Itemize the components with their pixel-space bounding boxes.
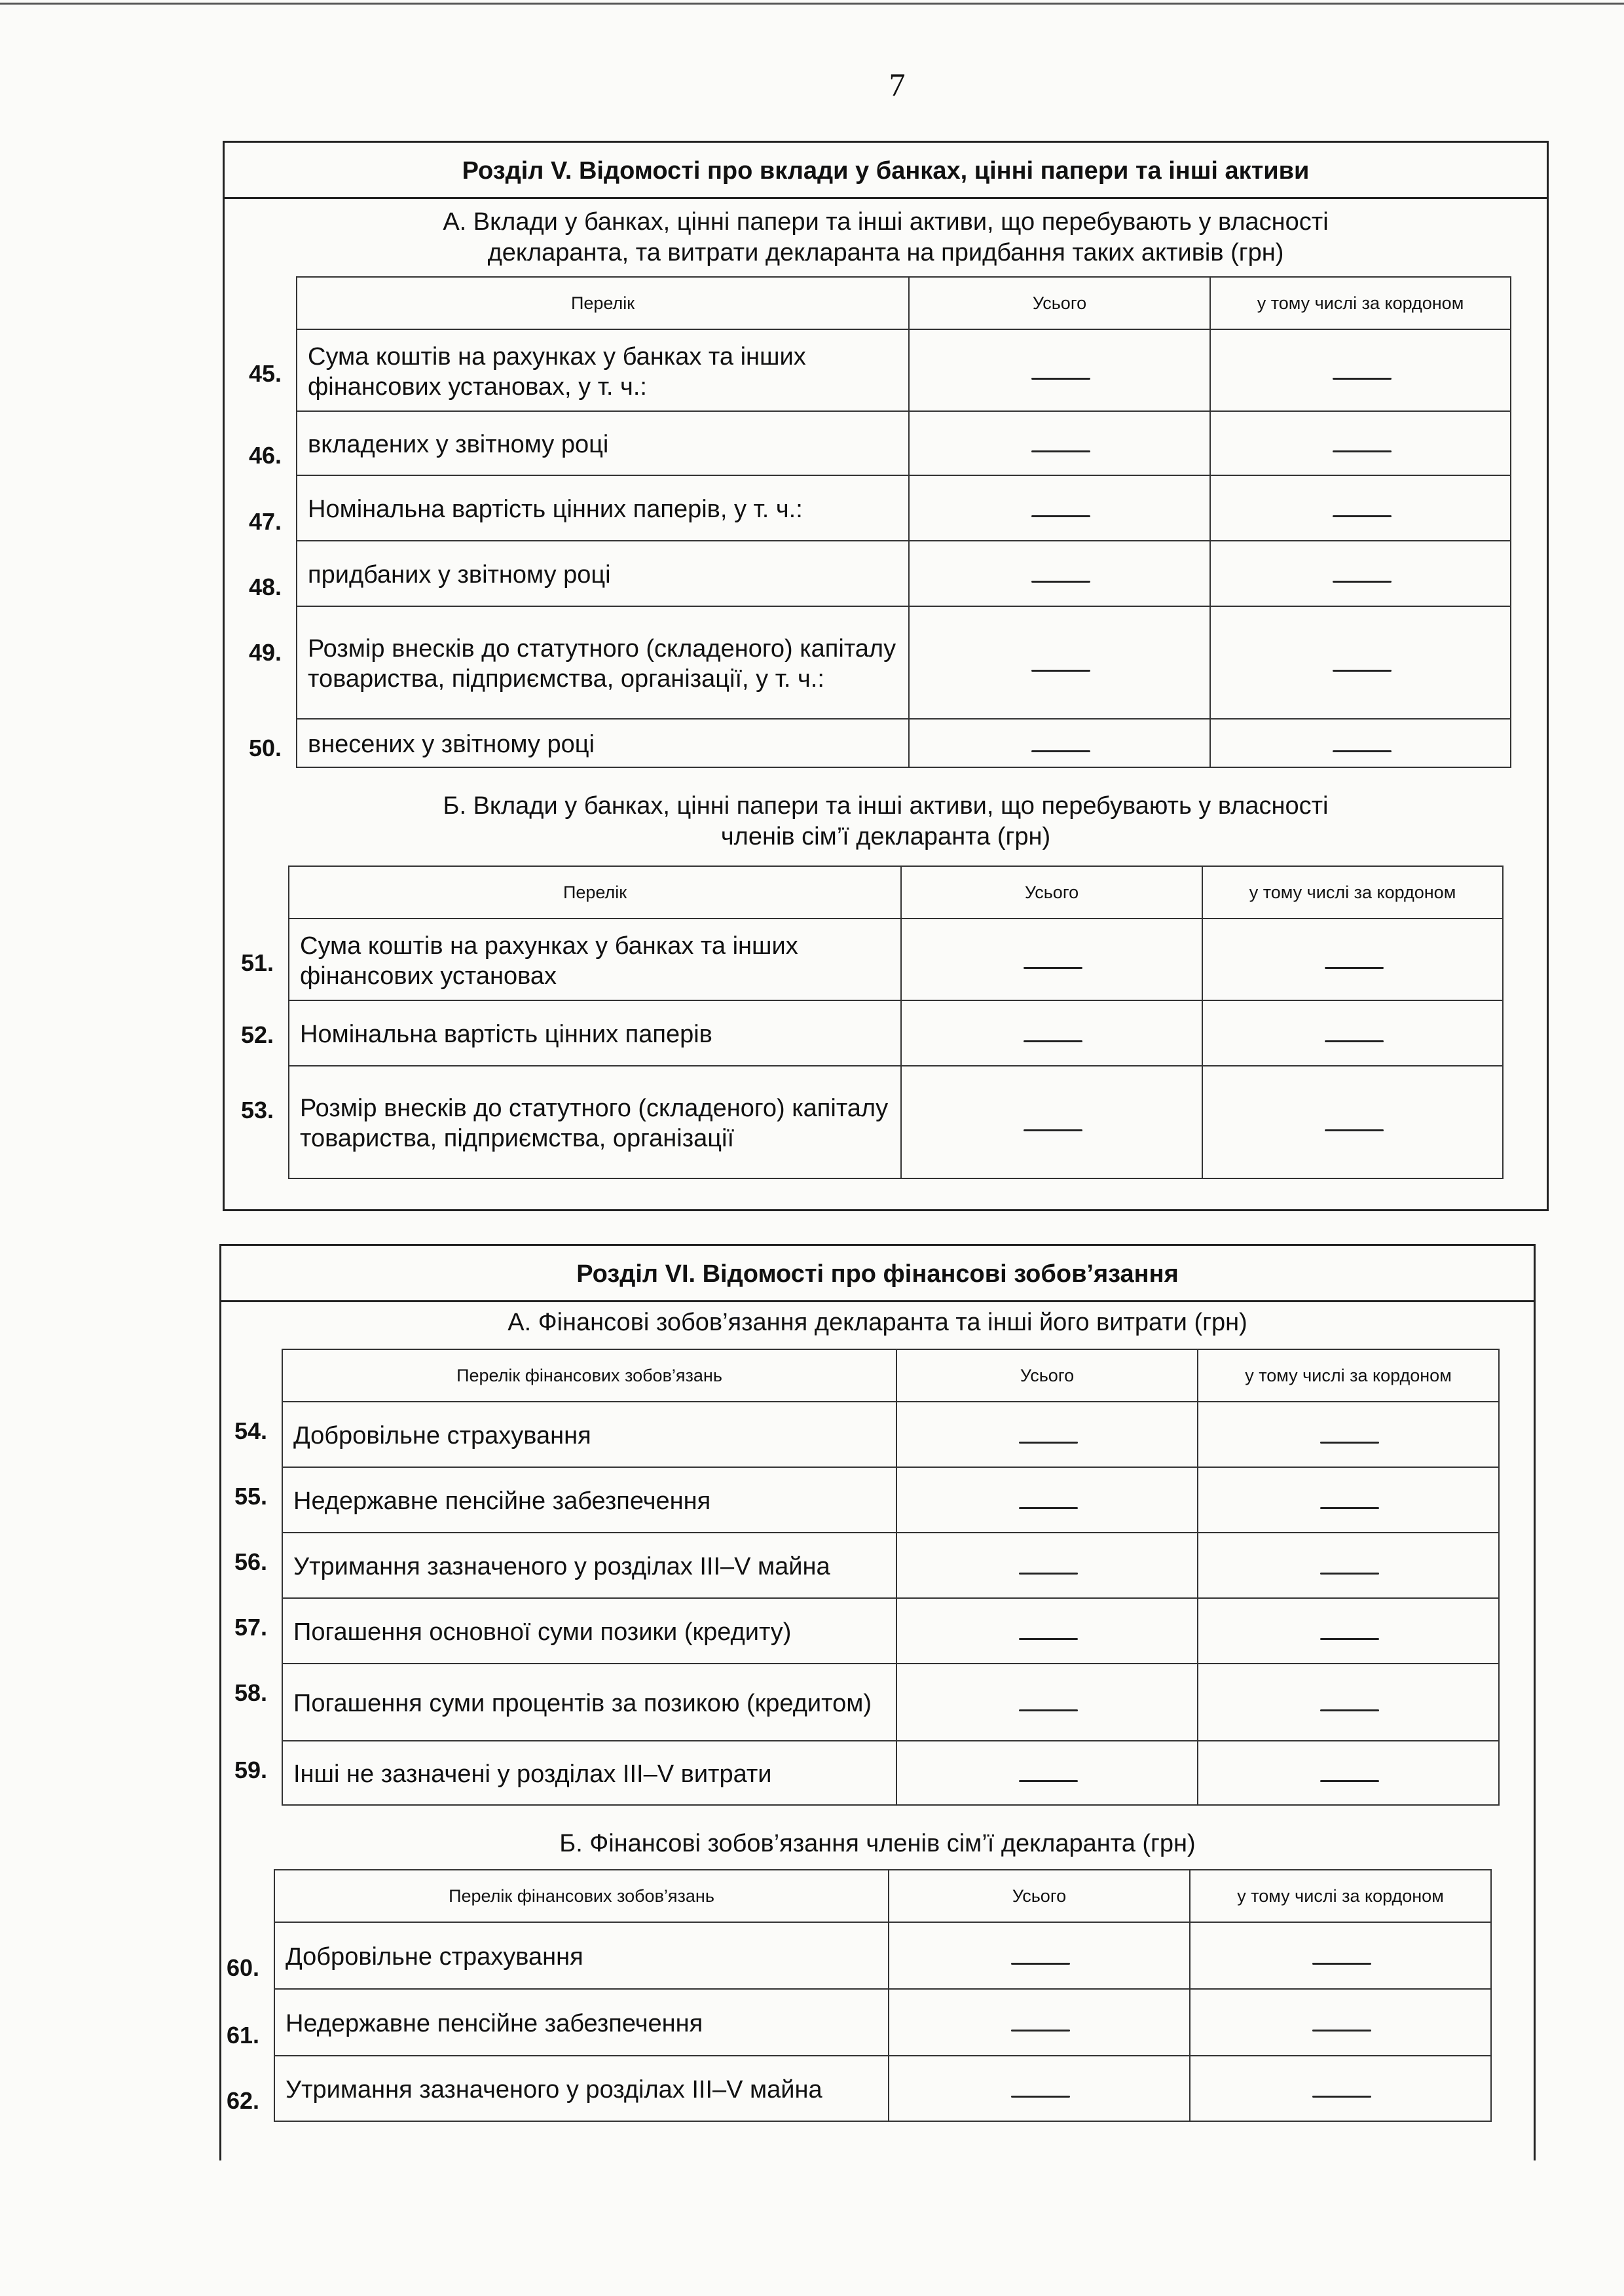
row-number: 51.: [240, 949, 274, 976]
section-5b-title-line1: Б. Вклади у банках, цінні папери та інші активи, що перебувають у власності: [443, 792, 1329, 820]
section-6b-title: Б. Фінансові зобов’язання членів сім’ї декларанта (грн): [559, 1830, 1196, 1857]
scan-top-edge: [0, 3, 1624, 5]
dash-mark: [1024, 1129, 1082, 1131]
row-abroad: [1198, 1402, 1499, 1467]
row-number: 61.: [226, 2022, 259, 2049]
table-5b: [288, 866, 1504, 1179]
row-text: Погашення основної суми позики (кредиту): [282, 1598, 896, 1664]
table-row: [282, 1664, 1499, 1741]
dash-mark: [1312, 1963, 1371, 1965]
table-row: [289, 1066, 1503, 1178]
table-row: [297, 329, 1511, 411]
row-abroad: [1210, 541, 1511, 606]
row-text: Недержавне пенсійне забезпечення: [282, 1467, 896, 1533]
dash-values: [0, 0, 1, 1]
row-abroad: [1198, 1467, 1499, 1533]
row-text: внесених у звітному році: [297, 719, 909, 767]
table-row: [297, 475, 1511, 541]
row-text: Утримання зазначеного у розділах III–V майна: [274, 2056, 889, 2121]
row-number: 54.: [234, 1417, 267, 1444]
dash-mark: [1031, 378, 1090, 380]
table-header: [289, 866, 1503, 919]
dash-mark: [1333, 581, 1392, 583]
table-5a: [296, 276, 1511, 768]
dash-mark: [1320, 1442, 1379, 1444]
row-total: [896, 1402, 1198, 1467]
dash-mark: [1333, 450, 1392, 452]
header-total: Усього: [901, 866, 1202, 919]
value: [0, 0, 1, 1]
section-5a-title: [225, 207, 1547, 268]
row-text: Недержавне пенсійне забезпечення: [274, 1989, 889, 2056]
header-total: Усього: [909, 277, 1210, 329]
row-total: [909, 719, 1210, 767]
row-abroad: [1202, 1066, 1503, 1178]
row-text: Утримання зазначеного у розділах III–V майна: [282, 1533, 896, 1598]
section-5-title: Розділ V. Відомості про вклади у банках, цінні папери та інші активи: [225, 143, 1547, 199]
dash-mark: [1031, 515, 1090, 517]
dash-mark: [1312, 2096, 1371, 2098]
row-total: [909, 411, 1210, 475]
row-text: Номінальна вартість цінних паперів: [289, 1000, 901, 1066]
table-row: [289, 919, 1503, 1000]
dash-mark: [1320, 1709, 1379, 1711]
row-abroad: [1202, 919, 1503, 1000]
row-total: [889, 2056, 1190, 2121]
dash-mark: [1325, 967, 1384, 969]
table-row: [297, 411, 1511, 475]
header-total: Усього: [896, 1349, 1198, 1402]
table-row: [282, 1598, 1499, 1664]
row-number: 49.: [248, 639, 282, 666]
dash-mark: [1320, 1780, 1379, 1782]
row-number: 45.: [248, 360, 282, 387]
page-number: 7: [889, 66, 906, 103]
row-number: 50.: [248, 735, 282, 761]
row-abroad: [1190, 1989, 1491, 2056]
row-number: 57.: [234, 1614, 267, 1641]
row-abroad: [1210, 606, 1511, 719]
dash-mark: [1333, 750, 1392, 752]
row-text: вкладених у звітному році: [297, 411, 909, 475]
row-abroad: [1210, 329, 1511, 411]
table-row: [274, 1989, 1491, 2056]
row-number: 46.: [248, 442, 282, 469]
row-abroad: [1198, 1533, 1499, 1598]
table-row: [282, 1467, 1499, 1533]
row-abroad: [1198, 1664, 1499, 1741]
table-row: [297, 606, 1511, 719]
dash-mark: [1011, 2096, 1070, 2098]
row-total: [909, 475, 1210, 541]
row-text: Номінальна вартість цінних паперів, у т. ч.:: [297, 475, 909, 541]
row-text: Погашення суми процентів за позикою (кредитом): [282, 1664, 896, 1741]
dash-mark: [1031, 750, 1090, 752]
table-row: [282, 1741, 1499, 1805]
dash-mark: [1031, 581, 1090, 583]
row-abroad: [1210, 411, 1511, 475]
row-text: Сума коштів на рахунках у банках та інших фінансових установах, у т. ч.:: [297, 329, 909, 411]
dash-mark: [1024, 967, 1082, 969]
table-header: [274, 1870, 1491, 1922]
dash-mark: [1031, 450, 1090, 452]
dash-mark: [1024, 1040, 1082, 1042]
row-total: [901, 1000, 1202, 1066]
dash-mark: [1019, 1573, 1078, 1575]
table-row: [297, 541, 1511, 606]
row-abroad: [1190, 1922, 1491, 1989]
header-list: Перелік: [289, 866, 901, 919]
row-total: [909, 329, 1210, 411]
header-abroad: у тому числі за кордоном: [1202, 866, 1503, 919]
dash-mark: [1011, 2030, 1070, 2032]
dash-mark: [1019, 1638, 1078, 1640]
row-total: [909, 541, 1210, 606]
row-number: 52.: [240, 1021, 274, 1048]
header-list: Перелік: [297, 277, 909, 329]
row-abroad: [1198, 1598, 1499, 1664]
table-header: [282, 1349, 1499, 1402]
header-list: Перелік фінансових зобов’язань: [282, 1349, 896, 1402]
row-abroad: [1210, 719, 1511, 767]
row-total: [909, 606, 1210, 719]
row-total: [896, 1598, 1198, 1664]
row-number: 59.: [234, 1757, 267, 1783]
row-text: Інші не зазначені у розділах III–V витрати: [282, 1741, 896, 1805]
dash-mark: [1325, 1129, 1384, 1131]
header-list: Перелік фінансових зобов’язань: [274, 1870, 889, 1922]
dash-mark: [1320, 1507, 1379, 1509]
dash-mark: [1031, 670, 1090, 672]
row-text: Розмір внесків до статутного (складеного) капіталу товариства, підприємства, організації: [289, 1066, 901, 1178]
dash-mark: [1019, 1507, 1078, 1509]
dash-mark: [1320, 1573, 1379, 1575]
table-row: [274, 1922, 1491, 1989]
row-abroad: [1190, 2056, 1491, 2121]
row-number: 56.: [234, 1548, 267, 1575]
row-total: [901, 1066, 1202, 1178]
row-number: 48.: [248, 574, 282, 600]
row-total: [896, 1741, 1198, 1805]
row-total: [901, 919, 1202, 1000]
table-row: [297, 719, 1511, 767]
table-header: [297, 277, 1511, 329]
section-6a-title: А. Фінансові зобов’язання декларанта та інші його витрати (грн): [507, 1309, 1247, 1336]
table-row: [274, 2056, 1491, 2121]
dash-mark: [1019, 1780, 1078, 1782]
table-6b: [274, 1869, 1492, 2122]
section-5b-title: [225, 791, 1547, 852]
dash-mark: [1333, 378, 1392, 380]
dash-mark: [1333, 515, 1392, 517]
section-5b-title-line2: членів сім’ї декларанта (грн): [720, 823, 1051, 850]
header-abroad: у тому числі за кордоном: [1210, 277, 1511, 329]
row-total: [889, 1989, 1190, 2056]
row-text: придбаних у звітному році: [297, 541, 909, 606]
row-number: 55.: [234, 1483, 267, 1510]
dash-mark: [1019, 1709, 1078, 1711]
row-total: [896, 1467, 1198, 1533]
row-number: 47.: [248, 508, 282, 535]
table-row: [282, 1533, 1499, 1598]
dash-mark: [1312, 2030, 1371, 2032]
dash-mark: [1011, 1963, 1070, 1965]
row-number: 53.: [240, 1097, 274, 1123]
row-text: Розмір внесків до статутного (складеного) капіталу товариства, підприємства, організації, у т. ч.:: [297, 606, 909, 719]
row-total: [889, 1922, 1190, 1989]
row-abroad: [1198, 1741, 1499, 1805]
section-5a-title-line2: декларанта, та витрати декларанта на придбання таких активів (грн): [487, 239, 1284, 266]
row-number: 58.: [234, 1679, 267, 1706]
row-total: [896, 1533, 1198, 1598]
dash-mark: [1320, 1638, 1379, 1640]
row-text: Добровільне страхування: [282, 1402, 896, 1467]
dash-mark: [1325, 1040, 1384, 1042]
row-number: 60.: [226, 1954, 259, 1981]
table-6a: [282, 1349, 1500, 1806]
row-abroad: [1210, 475, 1511, 541]
row-text: Сума коштів на рахунках у банках та інших фінансових установах: [289, 919, 901, 1000]
header-total: Усього: [889, 1870, 1190, 1922]
row-abroad: [1202, 1000, 1503, 1066]
header-abroad: у тому числі за кордоном: [1198, 1349, 1499, 1402]
row-number: 62.: [226, 2087, 259, 2114]
row-total: [896, 1664, 1198, 1741]
table-row: [282, 1402, 1499, 1467]
dash-mark: [1019, 1442, 1078, 1444]
header-abroad: у тому числі за кордоном: [1190, 1870, 1491, 1922]
row-text: Добровільне страхування: [274, 1922, 889, 1989]
section-6-title: Розділ VI. Відомості про фінансові зобов’язання: [221, 1246, 1534, 1302]
dash-mark: [1333, 670, 1392, 672]
section-5a-title-line1: А. Вклади у банках, цінні папери та інші активи, що перебувають у власності: [443, 208, 1329, 236]
table-row: [289, 1000, 1503, 1066]
